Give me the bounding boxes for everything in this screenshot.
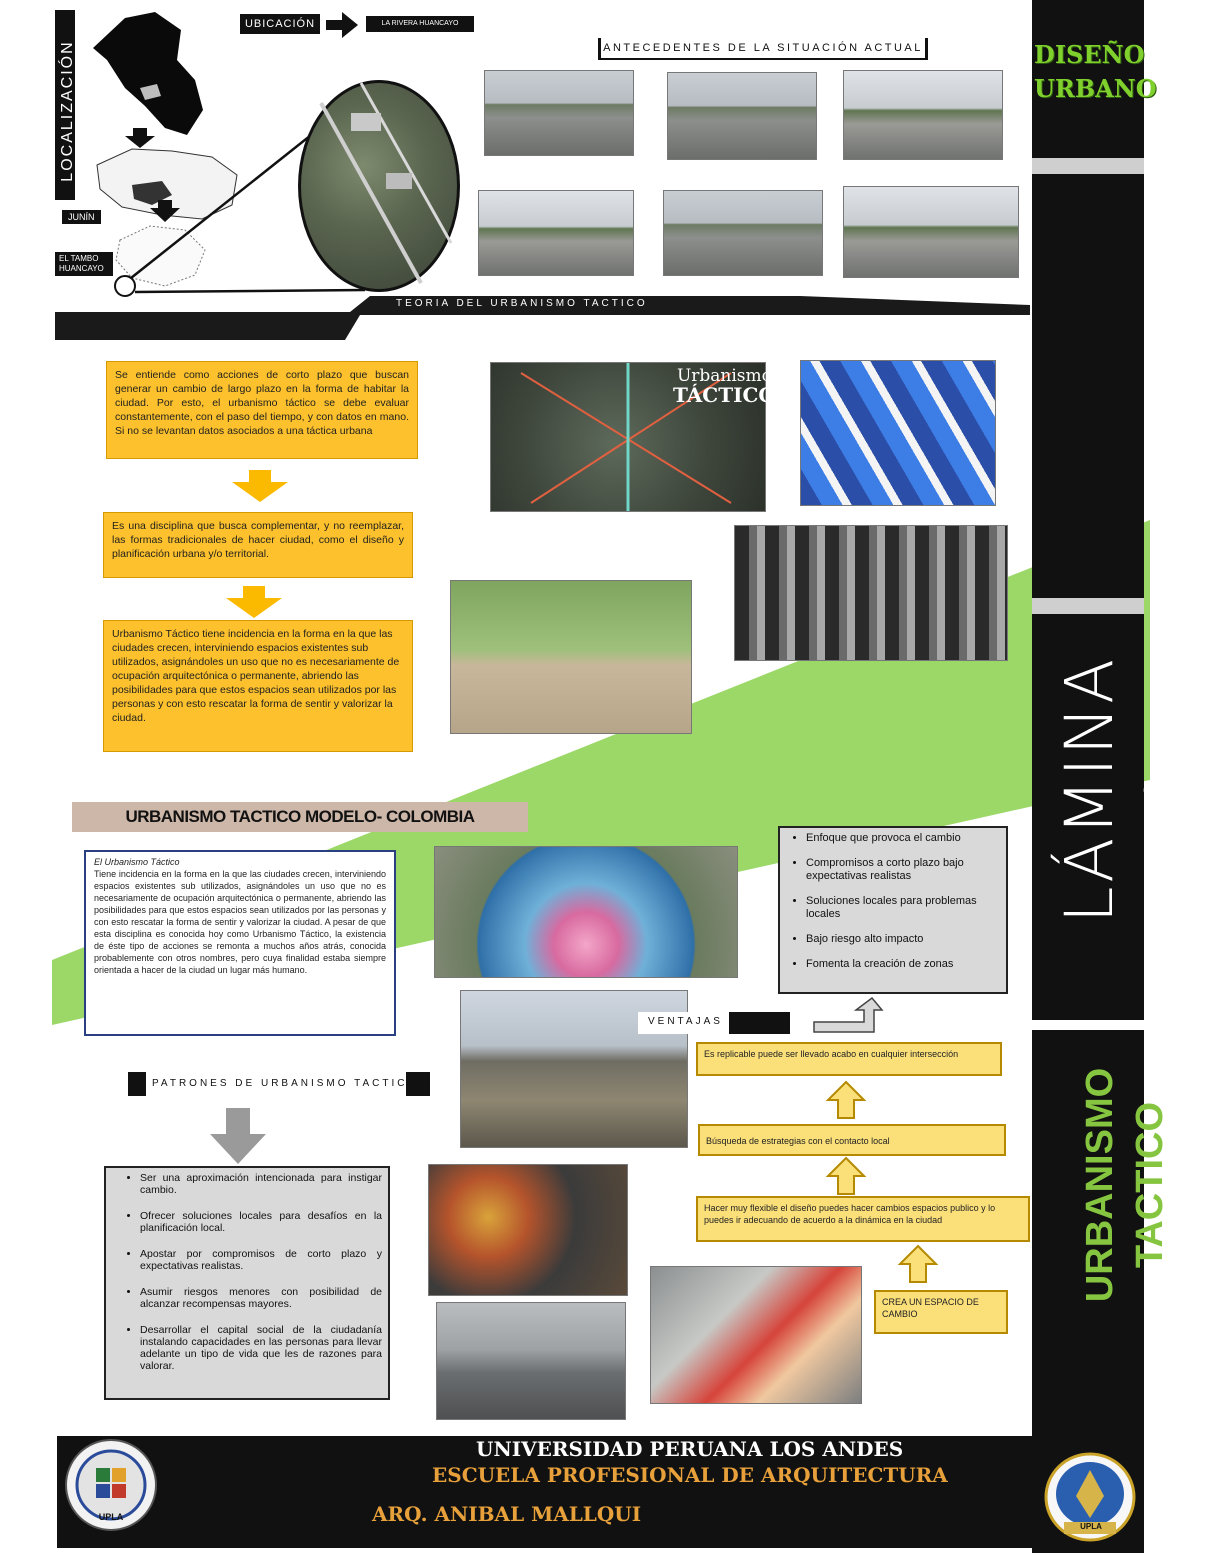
features-list [780,832,1006,971]
ventaja-box-3: Hacer muy flexible el diseño puedes hacer cambios espacios publico y lo puedes ir adecuando de acuerdo a la dinámica en la ciudad [696,1196,1030,1242]
photo-title-line2: TÁCTICO [673,383,776,407]
colombia-box-text: Tiene incidencia en la forma en la que las ciudades crecen, interviniendo espacios existentes sub utilizados, asignándoles un uso que no es necesariamente de ocupación arquitectónica o permanente, abriendo las posibilidades para que estos espacios sean utilizados por las personas y con esto rescatar la forma de sentir y valorizar la ciudad. A pesar de que esta disciplina es conocida hoy como Urbanismo Táctico, la existencia de éste tipo de acciones se remonta a muchos años atrás, conocida probablemente con otros nombres, pero cuya finalidad estaba siempre orientada a hacer de la ciudad un lugar más humano. [94,869,386,975]
teoria-header: TEORIA DEL URBANISMO TACTICO [396,298,648,309]
localizacion-label: LOCALIZACIÓN [59,40,76,182]
ventaja-box-2: Búsqueda de estrategias con el contacto local [698,1124,1006,1156]
plaza-bw-photo [436,1302,626,1420]
street-festival-photo [650,1266,862,1404]
urbanismo-tactico-photo [490,362,776,512]
feature-item: • Compromisos a corto plazo bajo expectativas realistas [806,857,1006,883]
ventajas-header [638,1012,790,1034]
theory-box-1: Se entiende como acciones de corto plazo que buscan generar un cambio de largo plazo en la forma de habitar la ciudad. Por esto, el urbanismo táctico se debe evaluar constantemente, con el paso del tiempo, y con datos en mano. Si no se levantan datos asociados a una táctica urbana [106,361,418,459]
colombia-box-heading: El Urbanismo Táctico [94,857,180,867]
market-aerial-photo [428,1164,628,1296]
vertical-title: URBANISMO TACTICO [1079,1067,1171,1303]
flower-mural-photo [434,846,738,978]
times-square-photo [734,525,1008,661]
district-label: EL TAMBO HUANCAYO [55,252,113,276]
patrones-header [128,1072,430,1096]
ubicacion-target: LA RIVERA HUANCAYO [366,16,474,32]
gray-down-arrow-icon [210,1108,266,1164]
patron-item: • Apostar por compromisos de corto plazo y expectativas realistas. [140,1248,382,1272]
down-arrow-orange-2 [226,598,282,618]
photo-title-line1: Urbanismo [676,366,772,386]
antecedente-photo-6 [843,186,1019,278]
lamina-label: LÁMINA 1 [1051,656,1208,924]
antecedente-photo-1 [484,70,634,156]
sidebar-title-line1: DISEÑO [1034,40,1145,69]
ventajas-title: VENTAJAS [648,1016,723,1027]
antecedente-photo-3 [843,70,1003,160]
antecedente-photo-5 [663,190,823,276]
ubicacion-label: UBICACIÓN [240,14,320,34]
feature-item: • Bajo riesgo alto impacto [806,933,1006,946]
up-arrow-icon-3 [898,1244,938,1284]
colombia-title: URBANISMO TACTICO MODELO- COLOMBIA [72,802,528,832]
aerial-map-roads [301,83,457,289]
sidebar-title-top [1034,38,1157,106]
sidebar-divider-top [1032,158,1144,174]
sidebar-divider-mid [1032,598,1144,614]
up-arrow-icon-1 [826,1080,866,1120]
up-arrow-icon-2 [826,1156,866,1196]
junin-label: JUNÍN [62,210,101,224]
patron-item: • Ser una aproximación intencionada para instigar cambio. [140,1172,382,1196]
feature-item: • Soluciones locales para problemas locales [806,895,1006,921]
feature-item: • Enfoque que provoca el cambio [806,832,1006,845]
antecedentes-header: ANTECEDENTES DE LA SITUACIÓN ACTUAL [598,38,928,60]
down-arrow-orange-1 [232,482,288,502]
right-arrow-icon [326,12,358,38]
ventaja-box-1: Es replicable puede ser llevado acabo en cualquier intersección [696,1042,1002,1076]
footer-university: UNIVERSIDAD PERUANA LOS ANDES [476,1437,904,1461]
footer-school: ESCUELA PROFESIONAL DE ARQUITECTURA [432,1463,948,1487]
patron-item: • Ofrecer soluciones locales para desafíos en la planificación local. [140,1210,382,1234]
aerial-map-circle [298,80,460,292]
upla-shield-right-text: UPLA [1080,1522,1102,1531]
sidebar-title-line2: URBANO [1034,74,1157,103]
colombia-textbox [84,850,396,1036]
elbow-arrow-icon [812,996,884,1034]
urbanismo-photo-title [673,367,776,405]
feature-item: • Fomenta la creación de zonas [806,958,1006,971]
plaza-intervention-photo [450,580,692,734]
ventaja-box-4: CREA UN ESPACIO DE CAMBIO [874,1290,1008,1334]
theory-box-2: Es una disciplina que busca complementar, y no reemplazar, las formas tradicionales de hacer ciudad, como el diseño y planificación urbana y/o territorial. [103,512,413,578]
patron-item: • Desarrollar el capital social de la ciudadanía instalando capacidades en las personas para llevar adelante un tipo de vida que les de razones para valorar. [140,1324,382,1372]
footer-author: ARQ. ANIBAL MALLQUI [372,1502,642,1526]
upla-seal-left-text: UPLA [98,1512,124,1522]
crosswalk-painting-photo [800,360,996,506]
patrones-list [110,1172,382,1372]
features-box [778,826,1008,994]
antecedente-photo-2 [667,72,817,160]
theory-box-3: Urbanismo Táctico tiene incidencia en la forma en la que las ciudades crecen, interviniendo espacios existentes sub utilizados, asignándoles un uso que no es necesariamente de ocupación arquitectónica o permanente, abriendo las posibilidades para que estos espacios sean utilizados por las personas y con esto rescatar la forma de sentir y valorizar la ciudad. [103,620,413,752]
patron-item: • Asumir riesgos menores con posibilidad de alcanzar recompensas mayores. [140,1286,382,1310]
antecedente-photo-4 [478,190,634,276]
patrones-title: PATRONES DE URBANISMO TACTICO [152,1078,419,1089]
patrones-box [104,1166,390,1400]
